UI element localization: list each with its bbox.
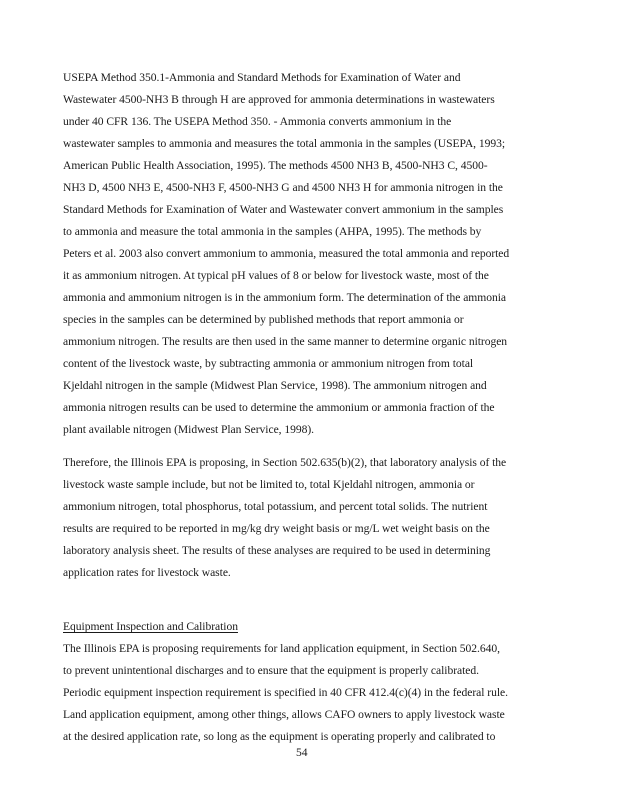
body-text-line: NH3 D, 4500 NH3 E, 4500-NH3 F, 4500-NH3 G and 4500 NH3 H for ammonia nitrogen in the (63, 181, 503, 194)
body-text-line: ammonia nitrogen results can be used to determine the ammonium or ammonia fraction of the (63, 401, 495, 414)
body-text-line: ammonium nitrogen, total phosphorus, total potassium, and percent total solids. The nutrient (63, 500, 488, 513)
body-text-line: to prevent unintentional discharges and to ensure that the equipment is properly calibrated. (63, 664, 479, 677)
body-text-line: wastewater samples to ammonia and measures the total ammonia in the samples (USEPA, 1993; (63, 137, 506, 150)
body-text-line: livestock waste sample include, but not be limited to, total Kjeldahl nitrogen, ammonia or (63, 478, 475, 491)
body-text-line: laboratory analysis sheet. The results of these analyses are required to be used in determining (63, 544, 491, 557)
body-text-line: to ammonia and measure the total ammonia in the samples (AHPA, 1995). The methods by (63, 225, 482, 238)
body-text-line: Land application equipment, among other things, allows CAFO owners to apply livestock waste (63, 708, 505, 721)
body-text-line: The Illinois EPA is proposing requirements for land application equipment, in Section 502.640, (63, 642, 500, 655)
body-text-line: Standard Methods for Examination of Water and Wastewater convert ammonium in the samples (63, 203, 504, 216)
body-text-line: content of the livestock waste, by subtracting ammonia or ammonium nitrogen from total (63, 357, 474, 370)
body-text-line: species in the samples can be determined by published methods that report ammonia or (63, 313, 464, 326)
section-heading: Equipment Inspection and Calibration (63, 620, 238, 633)
body-text-line: under 40 CFR 136. The USEPA Method 350. - Ammonia converts ammonium in the (63, 115, 452, 128)
body-text-line: Kjeldahl nitrogen in the sample (Midwest Plan Service, 1998). The ammonium nitrogen and (63, 379, 487, 392)
body-text-line: application rates for livestock waste. (63, 566, 231, 579)
body-text-line: ammonia and ammonium nitrogen is in the ammonium form. The determination of the ammonia (63, 291, 506, 304)
body-text-line: at the desired application rate, so long as the equipment is operating properly and calibrated to (63, 730, 496, 743)
body-text-line: Peters et al. 2003 also convert ammonium to ammonia, measured the total ammonia and reported (63, 247, 510, 260)
page-number: 54 (296, 746, 308, 759)
body-text-line: Therefore, the Illinois EPA is proposing, in Section 502.635(b)(2), that laboratory analysis of the (63, 456, 507, 469)
body-text-line: USEPA Method 350.1-Ammonia and Standard Methods for Examination of Water and (63, 71, 461, 84)
body-text-line: it as ammonium nitrogen. At typical pH values of 8 or below for livestock waste, most of the (63, 269, 489, 282)
body-text-line: Wastewater 4500-NH3 B through H are approved for ammonia determinations in wastewaters (63, 93, 495, 106)
body-text-line: plant available nitrogen (Midwest Plan Service, 1998). (63, 423, 315, 436)
body-text-line: American Public Health Association, 1995). The methods 4500 NH3 B, 4500-NH3 C, 4500- (63, 159, 488, 172)
body-text-line: ammonium nitrogen. The results are then used in the same manner to determine organic nitrogen (63, 335, 508, 348)
body-text-line: results are required to be reported in mg/kg dry weight basis or mg/L wet weight basis on the (63, 522, 490, 535)
body-text-line: Periodic equipment inspection requirement is specified in 40 CFR 412.4(c)(4) in the federal rule. (63, 686, 508, 699)
